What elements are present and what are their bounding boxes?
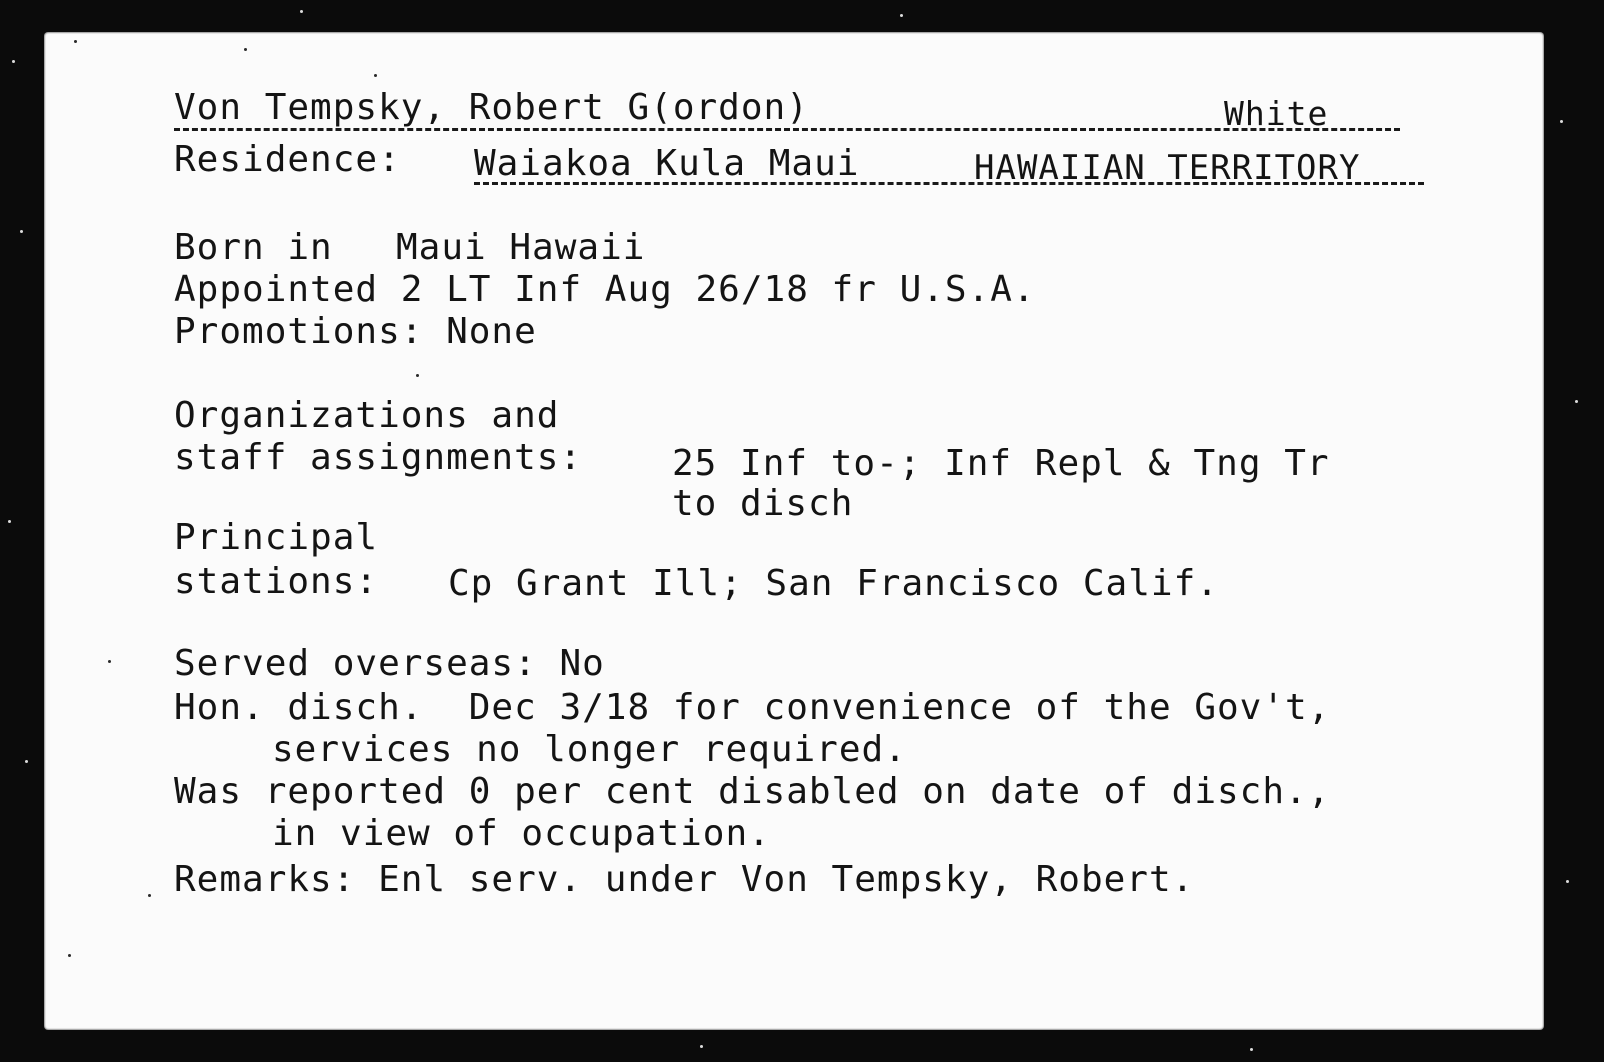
residence-state: HAWAIIAN TERRITORY (974, 148, 1361, 188)
appointed-line: Appointed 2 LT Inf Aug 26/18 fr U.S.A. (174, 269, 1036, 310)
promotions-line: Promotions: None (174, 311, 537, 352)
stations-label-1: Principal (174, 517, 379, 558)
scan-noise (1575, 400, 1578, 403)
scan-noise (1560, 120, 1563, 123)
organizations-value-1: 25 Inf to-; Inf Repl & Tng Tr (672, 443, 1330, 484)
disability-line-1: Was reported 0 per cent disabled on date of disch., (174, 771, 1331, 812)
organizations-label-2: staff assignments: (174, 437, 583, 478)
born-label: Born in (174, 227, 333, 268)
served-overseas-line: Served overseas: No (174, 643, 605, 684)
residence-underline (474, 182, 1424, 185)
card-speck (374, 74, 377, 77)
officer-name: Von Tempsky, Robert G(ordon) (174, 87, 809, 128)
scan-noise (8, 520, 11, 523)
born-value: Maui Hawaii (396, 227, 646, 268)
remarks-line: Remarks: Enl serv. under Von Tempsky, Robert. (174, 859, 1195, 900)
discharge-line-2: services no longer required. (272, 729, 907, 770)
race-field: White (1224, 94, 1329, 133)
discharge-line-1: Hon. disch. Dec 3/18 for convenience of the Gov't, (174, 687, 1331, 728)
scan-noise (12, 60, 15, 63)
stations-value: Cp Grant Ill; San Francisco Calif. (448, 563, 1219, 604)
card-speck (68, 954, 71, 957)
card-speck (74, 40, 77, 43)
scan-noise (700, 1045, 703, 1048)
stations-label-2: stations: (174, 561, 379, 602)
organizations-value-2: to disch (672, 483, 854, 524)
card-speck (244, 48, 247, 51)
scan-noise (1566, 880, 1569, 883)
index-card (44, 32, 1544, 1030)
card-speck (416, 374, 419, 377)
scan-noise (25, 760, 28, 763)
disability-line-2: in view of occupation. (272, 813, 771, 854)
card-speck (148, 894, 151, 897)
scan-noise (900, 14, 903, 17)
card-speck (108, 660, 111, 663)
scan-noise (20, 230, 23, 233)
residence-value: Waiakoa Kula Maui (474, 143, 860, 184)
name-underline (174, 128, 1400, 131)
scan-noise (300, 10, 303, 13)
organizations-label-1: Organizations and (174, 395, 560, 436)
scan-noise (1250, 1048, 1253, 1051)
residence-label: Residence: (174, 139, 401, 180)
